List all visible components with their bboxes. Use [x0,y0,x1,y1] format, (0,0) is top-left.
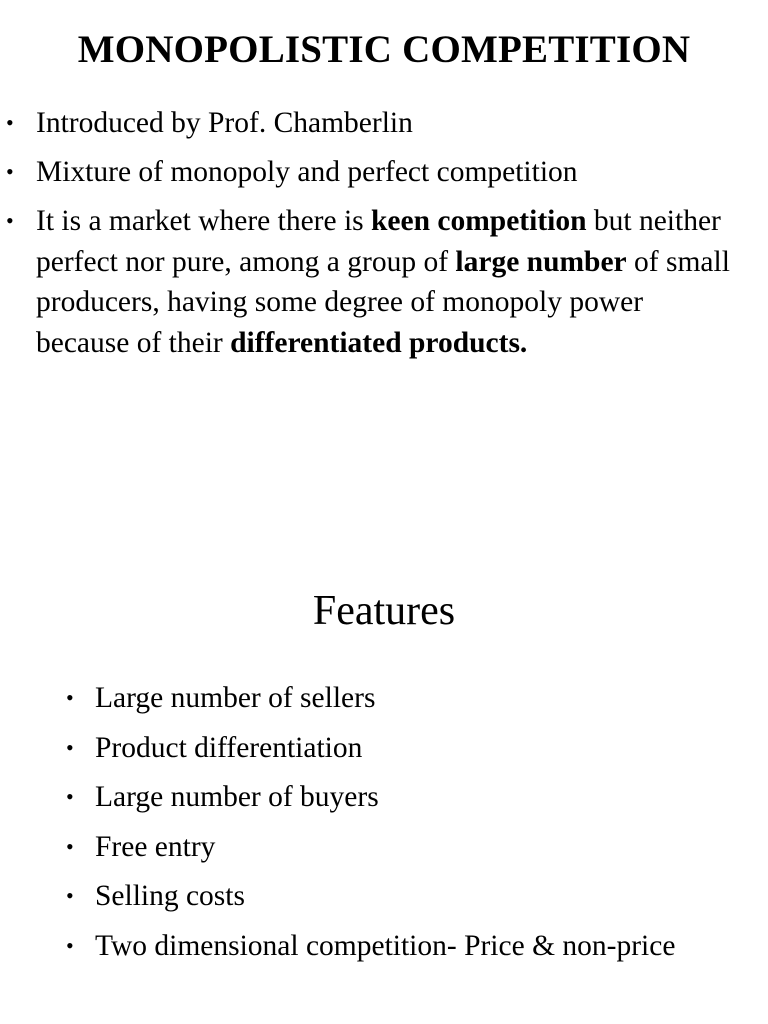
feature-item [60,678,710,718]
bullet-icon: • [66,833,74,859]
slide-title: Features [312,588,456,634]
bullet-icon: • [66,883,74,908]
bullet-item [0,201,740,363]
feature-text: Selling costs [95,880,245,912]
bullet-text-segment: but neither perfect nor pure, among a group of [36,205,721,278]
feature-item [60,926,710,966]
bullet-item [0,152,740,193]
feature-text: Two dimensional competition- Price & non-price [95,929,676,962]
feature-item [60,827,710,867]
feature-text: Large number of buyers [95,781,379,813]
bullet-text-segment: It is a market where there is [36,205,372,237]
bullet-text-definition [36,205,730,359]
feature-text: Large number of sellers [95,682,376,714]
bullet-text-emphasis: large number [455,245,627,278]
bullet-icon: • [6,159,14,184]
bullet-text: Introduced by Prof. Chamberlin [36,107,413,139]
bullet-icon: • [66,734,74,760]
bullet-text-emphasis: differentiated products. [230,326,528,359]
bullet-icon: • [6,110,14,135]
bullet-icon: • [66,784,74,809]
slide-title: MONOPOLISTIC COMPETITION [77,28,691,71]
bullet-item [0,103,740,144]
intro-bullet-list [0,103,740,372]
bullet-icon: • [66,932,74,958]
bullet-text-emphasis: keen competition [371,205,587,237]
feature-item [60,777,710,817]
bullet-icon: • [6,208,14,233]
features-bullet-list [60,678,710,975]
bullet-text-segment: of small producers, having some degree of monopoly power because of their [36,245,730,359]
bullet-text: Mixture of monopoly and perfect competition [36,156,578,188]
feature-item [60,728,710,768]
feature-text: Product differentiation [95,731,363,764]
feature-item [60,876,710,916]
feature-text: Free entry [95,830,216,863]
bullet-icon: • [66,685,74,710]
slide-features [0,575,768,1024]
